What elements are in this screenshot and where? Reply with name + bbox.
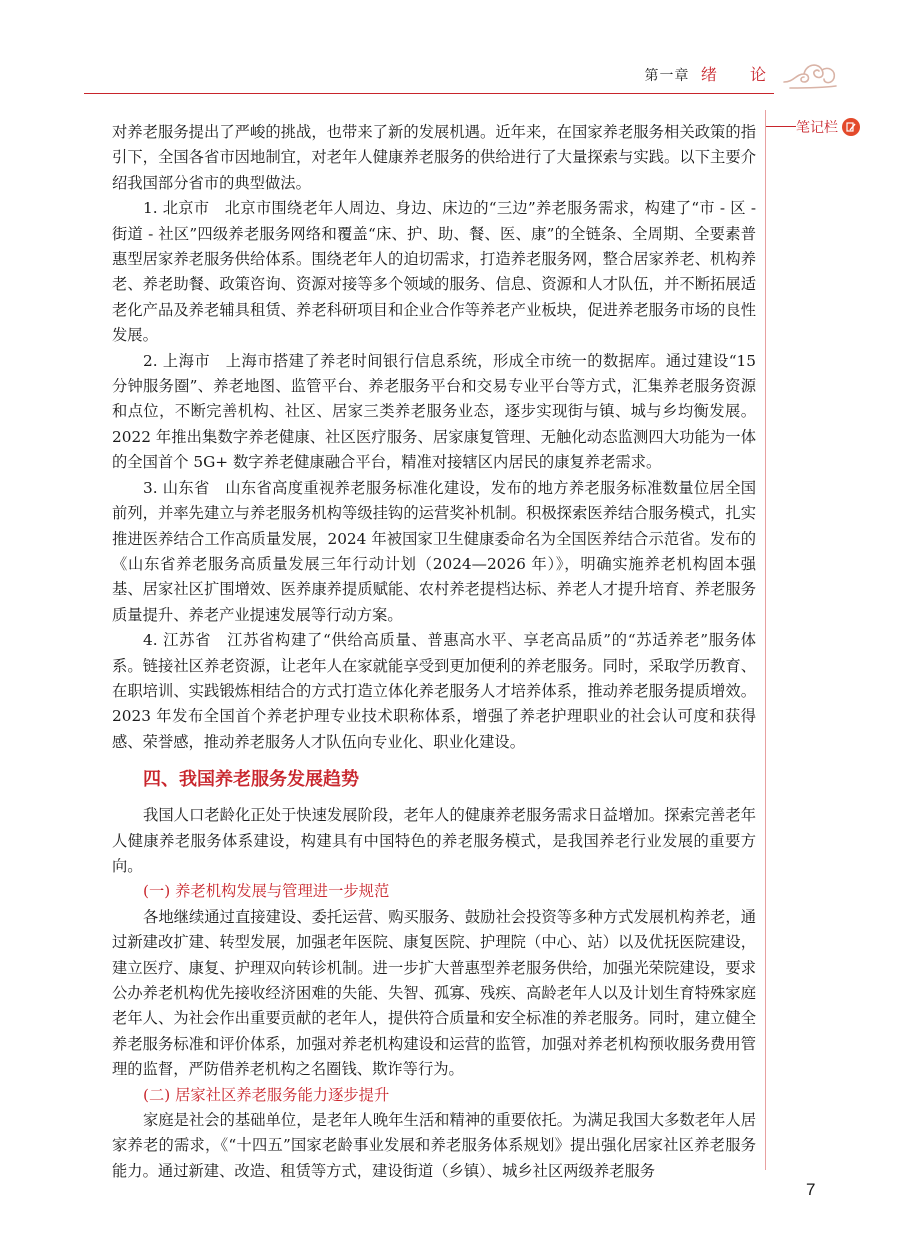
auspicious-cloud-icon: [780, 52, 840, 92]
paragraph-shandong: 3. 山东省 山东省高度重视养老服务标准化建设，发布的地方养老服务标准数量位居全国前列，并率先建立与养老服务机构等级挂钩的运营奖补机制。积极探索医养结合服务模式，扎实推进医养结合工作高质量发展，2024 年被国家卫生健康委命名为全国医养结合示范省。发布的《山东省养老服务高质量发展三年行动计划（2024—2026 年）》，明确实施养老机构固本强基、居家社区扩围增效、医养康养提质赋能、农村养老提档达标、养老人才提升培育、养老服务质量提升、养老产业提速发展等行动方案。: [112, 478, 756, 624]
notes-tab-rule: [766, 126, 796, 127]
notes-column-rule: [765, 110, 766, 1170]
page-header: [0, 0, 900, 100]
main-text: [112, 120, 756, 1184]
section-intro: 我国人口老龄化正处于快速发展阶段，老年人的健康养老服务需求日益增加。探索完善老年人健康养老服务体系建设，构建具有中国特色的养老服务模式，是我国养老行业发展的重要方向。: [112, 806, 756, 875]
running-head: [644, 62, 780, 85]
paragraph-intro: 对养老服务提出了严峻的挑战，也带来了新的发展机遇。近年来，在国家养老服务相关政策的指引下，全国各省市因地制宜，对老年人健康养老服务的供给进行了大量探索与实践。以下主要介绍我国部分省市的典型做法。: [112, 123, 756, 192]
page-number: 7: [806, 1180, 816, 1199]
header-rule: [84, 93, 774, 94]
paragraph-jiangsu: 4. 江苏省 江苏省构建了“供给高质量、普惠高水平、享老高品质”的“苏适养老”服务体系。链接社区养老资源，让老年人在家就能享受到更加便利的养老服务。同时，采取学历教育、在职培训、实践锻炼相结合的方式打造立体化养老服务人才培养体系，推动养老服务提质增效。2023 年发布全国首个养老护理专业技术职称体系，增强了养老护理职业的社会认可度和获得感、荣誉感，推动养老服务人才队伍向专业化、职业化建设。: [112, 631, 756, 751]
subsection-heading-2: (二) 居家社区养老服务能力逐步提升: [143, 1085, 390, 1104]
notes-column-label: [796, 116, 860, 138]
note-pencil-icon: [842, 118, 860, 136]
subsection-text-2: 家庭是社会的基础单位，是老年人晚年生活和精神的重要依托。为满足我国大多数老年人居家养老的需求，《“十四五”国家老龄事业发展和养老服务体系规划》提出强化居家社区养老服务能力。通过新建、改造、租赁等方式，建设街道（乡镇）、城乡社区两级养老服务: [112, 1111, 756, 1180]
subsection-text-1: 各地继续通过直接建设、委托运营、购买服务、鼓励社会投资等多种方式发展机构养老，通过新建改扩建、转型发展，加强老年医院、康复医院、护理院（中心、站）以及优抚医院建设，建立医疗、康复、护理双向转诊机制。进一步扩大普惠型养老服务供给，加强光荣院建设，要求公办养老机构优先接收经济困难的失能、失智、孤寡、残疾、高龄老年人以及计划生育特殊家庭老年人、为社会作出重要贡献的老年人，提供符合质量和安全标准的养老服务。同时，建立健全养老服务标准和评价体系，加强对养老机构建设和运营的监管，加强对养老机构预收服务费用管理的监督，严防借养老机构之名圈钱、欺诈等行为。: [112, 907, 756, 1079]
chapter-label: 第一章: [644, 68, 690, 84]
paragraph-shanghai: 2. 上海市 上海市搭建了养老时间银行信息系统，形成全市统一的数据库。通过建设“15 分钟服务圈”、养老地图、监管平台、养老服务平台和交易专业平台等方式，汇集养老服务资源和点位，不断完善机构、社区、居家三类养老服务业态，逐步实现街与镇、城与乡均衡发展。2022 年推出集数字养老健康、社区医疗服务、居家康复管理、无触化动态监测四大功能为一体的全国首个 5G+ 数字养老健康融合平台，精准对接辖区内居民的康复养老需求。: [112, 351, 756, 472]
chapter-title: 绪 论: [700, 65, 780, 84]
paragraph-beijing: 1. 北京市 北京市围绕老年人周边、身边、床边的“三边”养老服务需求，构建了“市 - 区 - 街道 - 社区”四级养老服务网络和覆盖“床、护、助、餐、医、康”的全链条、全周期、全要素普惠型居家养老服务供给体系。围绕老年人的迫切需求，打造养老服务网，整合居家养老、机构养老、养老助餐、政策咨询、资源对接等多个领域的服务、信息、资源和人才队伍，并不断拓展适老化产品及养老辅具租赁、养老科研项目和企业合作等养老产业板块，促进养老服务市场的良性发展。: [112, 199, 756, 345]
section-heading: 四、我国养老服务发展趋势: [143, 769, 359, 791]
subsection-heading-1: (一) 养老机构发展与管理进一步规范: [143, 882, 390, 901]
notes-label: 笔记栏: [796, 120, 838, 136]
